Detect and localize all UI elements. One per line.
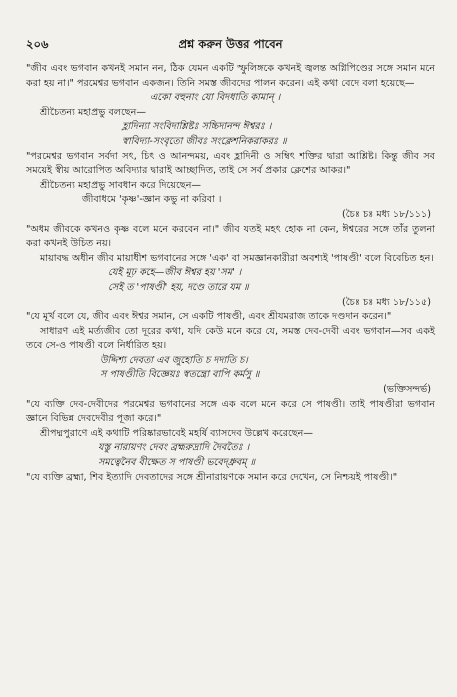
- sanskrit-verse: একো বহুনাং যো বিদধাতি কামান্ ।: [150, 92, 281, 104]
- running-title: প্রশ্ন করুন উত্তর পাবেন: [178, 37, 283, 51]
- sanskrit-verse: সমত্বেনৈব বীক্ষেত স পাষণ্ডী ভবেদ্ধ্রুবম্ ॥: [98, 457, 256, 469]
- paragraph: "জীব এবং ভগবান কখনই সমান নন, ঠিক যেমন একটি স্ফুলিঙ্গকে কখনই জ্বলন্ত অগ্নিপিণ্ডের সঙ্গে সমান মনে করা হয় না।" পরমেশ্বর ভগবান একজন। তিনি সমস্ত জীবদের পালন করেন। এই কথা বেদে বলা হয়েছে—: [26, 63, 435, 89]
- bengali-verse: জীবাধমে 'কৃষ্ণ'-জ্ঞান কভু না করিবা ।: [82, 194, 222, 206]
- paragraph: মায়াবদ্ধ অধীন জীব মায়াধীশ ভগবানের সঙ্গে 'এক' বা সমজ্ঞানকারীরা অবশ্যই 'পাষণ্ডী' বলে বিবেচিত হন।: [40, 252, 434, 264]
- sanskrit-verse: স পাষণ্ডীতি বিজ্ঞেয়ঃ স্বতন্ত্রো বাপি কর্মসু ॥: [100, 369, 260, 381]
- sanskrit-verse: যস্তু নারায়ণং দেবং ব্রহ্মরুদ্রাদি দৈবতৈঃ ।: [98, 442, 250, 454]
- paragraph: শ্রীপদ্মপুরাণে এই কথাটি পরিষ্কারভাবেই মহর্ষি ব্যাসদেব উল্লেখ করেছেন—: [40, 427, 314, 439]
- paragraph: "যে ব্যক্তি দেব-দেবীদের পরমেশ্বর ভগবানের সঙ্গে এক বলে মনে করে সে পাষণ্ডী। তাই পাষণ্ডীরা ভগবান জ্ঞানে বিভিন্ন দেবদেবীর পূজা করে।": [26, 398, 435, 425]
- paragraph: শ্রীচৈতন্য মহাপ্রভু সাবধান করে দিয়েছেন—: [40, 179, 202, 191]
- bengali-verse: সেই ত 'পাষণ্ডী' হয়, দণ্ডে তারে যম ॥: [108, 281, 249, 293]
- page-number: ২০৬: [26, 37, 49, 51]
- paragraph: "যে ব্যক্তি ব্রহ্মা, শিব ইত্যাদি দেবতাদের সঙ্গে শ্রীনারায়ণকে সমান করে দেখেন, সে নিশ্চয়ই পাষণ্ডী।": [26, 471, 398, 483]
- paragraph: শ্রীচৈতন্য মহাপ্রভু বলছেন—: [40, 106, 146, 118]
- paragraph: "পরমেশ্বর ভগবান সর্বদা সৎ, চিৎ ও আনন্দময়, এবং হ্লাদিনী ও সম্বিৎ শক্তির দ্বারা আশ্লিষ্ট। কিন্তু জীব সব সময়েই স্বীয় আরোপিত অবিদ্যার দ্বারাই আচ্ছাদিত, তাই সে সর্ব প্রকার ক্লেশের আকর।": [26, 150, 435, 177]
- verse-reference: (ভক্তিসন্দর্ভ): [383, 384, 431, 396]
- running-header: [26, 36, 435, 52]
- paragraph: "অধম জীবকে কখনও কৃষ্ণ বলে মনে করবেন না।" জীব যতই মহৎ হোক না কেন, ঈশ্বরের সঙ্গে তাঁর তুলনা করা কখনই উচিত নয়।: [26, 223, 435, 250]
- paragraph: "যে মূর্খ বলে যে, জীব এবং ঈশ্বর সমান, সে একটি পাষণ্ডী, এবং শ্রীযমরাজ তাকে দণ্ডদান করেন।": [26, 311, 392, 323]
- page-body: [26, 62, 435, 485]
- sanskrit-verse: স্বাবিদ্যা-সংবৃতো জীবঃ সংক্লেশনিকরাকরঃ ॥: [122, 135, 287, 147]
- sanskrit-verse: উদ্দিশ্য দেবতা এব জুহোতি চ দদাতি চ।: [100, 354, 248, 366]
- bengali-verse: যেই মূঢ় কহে—জীব ঈশ্বর হয় 'সম' ।: [108, 267, 242, 279]
- verse-reference: (চৈঃ চঃ মধ্য ১৮/১১১): [342, 208, 431, 220]
- paragraph: সাধারণ এই মর্ত্যজীব তো দূরের কথা, যদি কেউ মনে করে যে, সমস্ত দেব-দেবী এবং ভগবান—সব একই তবে সে-ও পাষণ্ডী বলে নির্ধারিত হয়।: [26, 325, 435, 352]
- sanskrit-verse: হ্লাদিন্যা সংবিদাশ্লিষ্টঃ সচ্চিদানন্দ ঈশ্বরঃ ।: [122, 121, 272, 133]
- verse-reference: (চৈঃ চঃ মধ্য ১৮/১১৫): [342, 296, 431, 308]
